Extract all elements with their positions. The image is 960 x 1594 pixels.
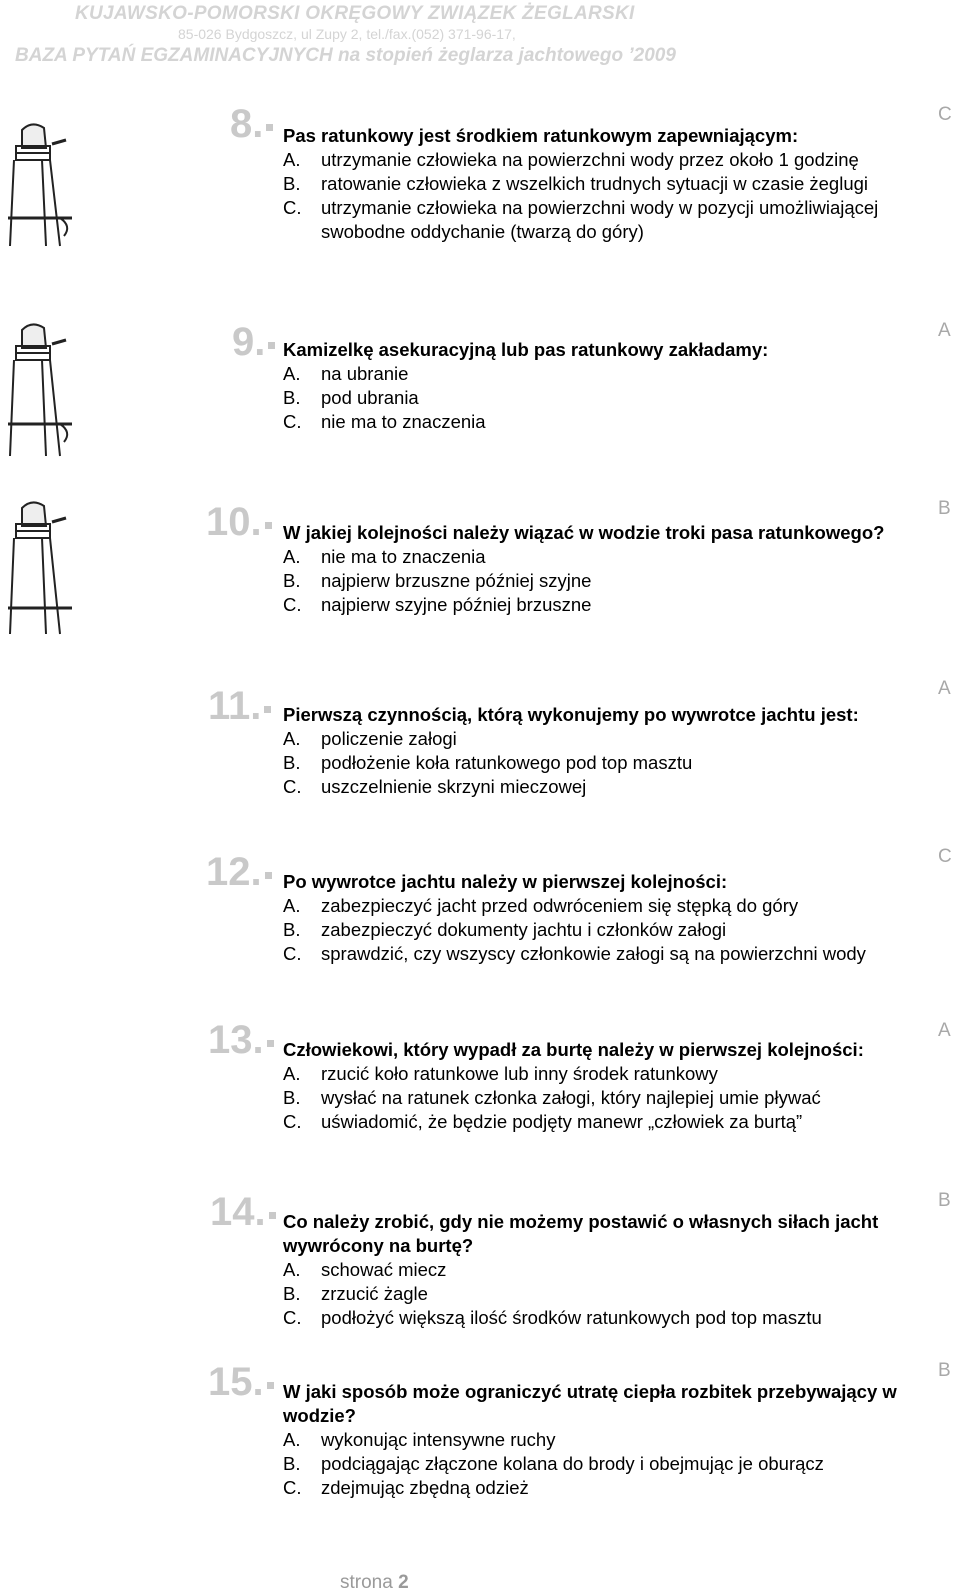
lifejacket-figure (2, 118, 72, 248)
question-stem: Co należy zrobić, gdy nie możemy postawić o własnych siłach jacht wywrócony na burtę? (283, 1211, 879, 1256)
question-stem: Pierwszą czynnością, którą wykonujemy po wywrotce jachtu jest: (283, 704, 859, 725)
question-number: 8. (230, 104, 273, 144)
option-b: B. pod ubrania (283, 387, 419, 408)
option-c: C. uszczelnienie skrzyni mieczowej (283, 776, 587, 797)
question-number: 13. (208, 1020, 274, 1060)
question-stem: W jakiej kolejności należy wiązać w wodzie troki pasa ratunkowego? (283, 522, 885, 543)
option-c: C. nie ma to znaczenia (283, 411, 486, 432)
option-b: B. zrzucić żagle (283, 1283, 428, 1304)
option-a: A. wykonując intensywne ruchy (283, 1429, 556, 1450)
answer-key: B (938, 1190, 951, 1211)
question-stem: Po wywrotce jachtu należy w pierwszej kolejności: (283, 871, 728, 892)
question-number: 10. (206, 502, 272, 542)
page-number: 2 (398, 1572, 409, 1593)
option-b: B. wysłać na ratunek członka załogi, który najlepiej umie pływać (283, 1087, 821, 1108)
question-stem: Człowiekowi, który wypadł za burtę należy w pierwszej kolejności: (283, 1039, 864, 1060)
question-number: 11. (208, 686, 271, 726)
question-stem: W jaki sposób może ograniczyć utratę ciepła rozbitek przebywający w wodzie? (283, 1381, 897, 1426)
option-c: C. sprawdzić, czy wszyscy członkowie załogi są na powierzchni wody (283, 943, 866, 964)
lifejacket-figure (2, 318, 72, 458)
header-title: BAZA PYTAŃ EGZAMINACYJNYCH na stopień żeglarza jachtowego ’2009 (15, 45, 676, 66)
question-number: 15. (208, 1362, 274, 1402)
answer-key: A (938, 1020, 951, 1041)
option-a: A. na ubranie (283, 363, 409, 384)
answer-key: C (938, 104, 952, 125)
option-b: B. zabezpieczyć dokumenty jachtu i członków załogi (283, 919, 727, 940)
answer-key: A (938, 320, 951, 341)
page-footer (340, 1572, 409, 1594)
header-address: 85-026 Bydgoszcz, ul Zupy 2, tel./fax.(052) 371-96-17, (178, 26, 516, 42)
answer-key: B (938, 1360, 951, 1381)
option-c: C. najpierw szyjne później brzuszne (283, 594, 592, 615)
answer-key: A (938, 678, 951, 699)
option-a: A. zabezpieczyć jacht przed odwróceniem się stępką do góry (283, 895, 799, 916)
option-a: A. nie ma to znaczenia (283, 546, 486, 567)
option-a: A. utrzymanie człowieka na powierzchni wody przez około 1 godzinę (283, 149, 859, 170)
question-number: 12. (206, 852, 272, 892)
option-c: C. utrzymanie człowieka na powierzchni wody w pozycji umożliwiającej swobodne oddychanie (twarzą do góry) (283, 197, 879, 242)
option-b: B. ratowanie człowieka z wszelkich trudnych sytuacji w czasie żeglugi (283, 173, 869, 194)
option-b: B. podciągając złączone kolana do brody i obejmując je oburącz (283, 1453, 824, 1474)
option-c: C. podłożyć większą ilość środków ratunkowych pod top masztu (283, 1307, 822, 1328)
page-label: strona (340, 1572, 393, 1593)
option-b: B. podłożenie koła ratunkowego pod top masztu (283, 752, 693, 773)
question-number: 14. (210, 1192, 276, 1232)
header-org-name: KUJAWSKO-POMORSKI OKRĘGOWY ZWIĄZEK ŻEGLARSKI (75, 3, 635, 24)
question-stem: Pas ratunkowy jest środkiem ratunkowym zapewniającym: (283, 125, 799, 146)
option-a: A. schować miecz (283, 1259, 447, 1280)
option-c: C. zdejmując zbędną odzież (283, 1477, 529, 1498)
question-stem: Kamizelkę asekuracyjną lub pas ratunkowy zakładamy: (283, 339, 769, 360)
answer-key: C (938, 846, 952, 867)
question-number: 9. (232, 322, 275, 362)
option-a: A. policzenie załogi (283, 728, 457, 749)
option-c: C. uświadomić, że będzie podjęty manewr „człowiek za burtą” (283, 1111, 803, 1132)
option-b: B. najpierw brzuszne później szyjne (283, 570, 592, 591)
option-a: A. rzucić koło ratunkowe lub inny środek ratunkowy (283, 1063, 718, 1084)
answer-key: B (938, 498, 951, 519)
lifejacket-figure (2, 496, 72, 636)
